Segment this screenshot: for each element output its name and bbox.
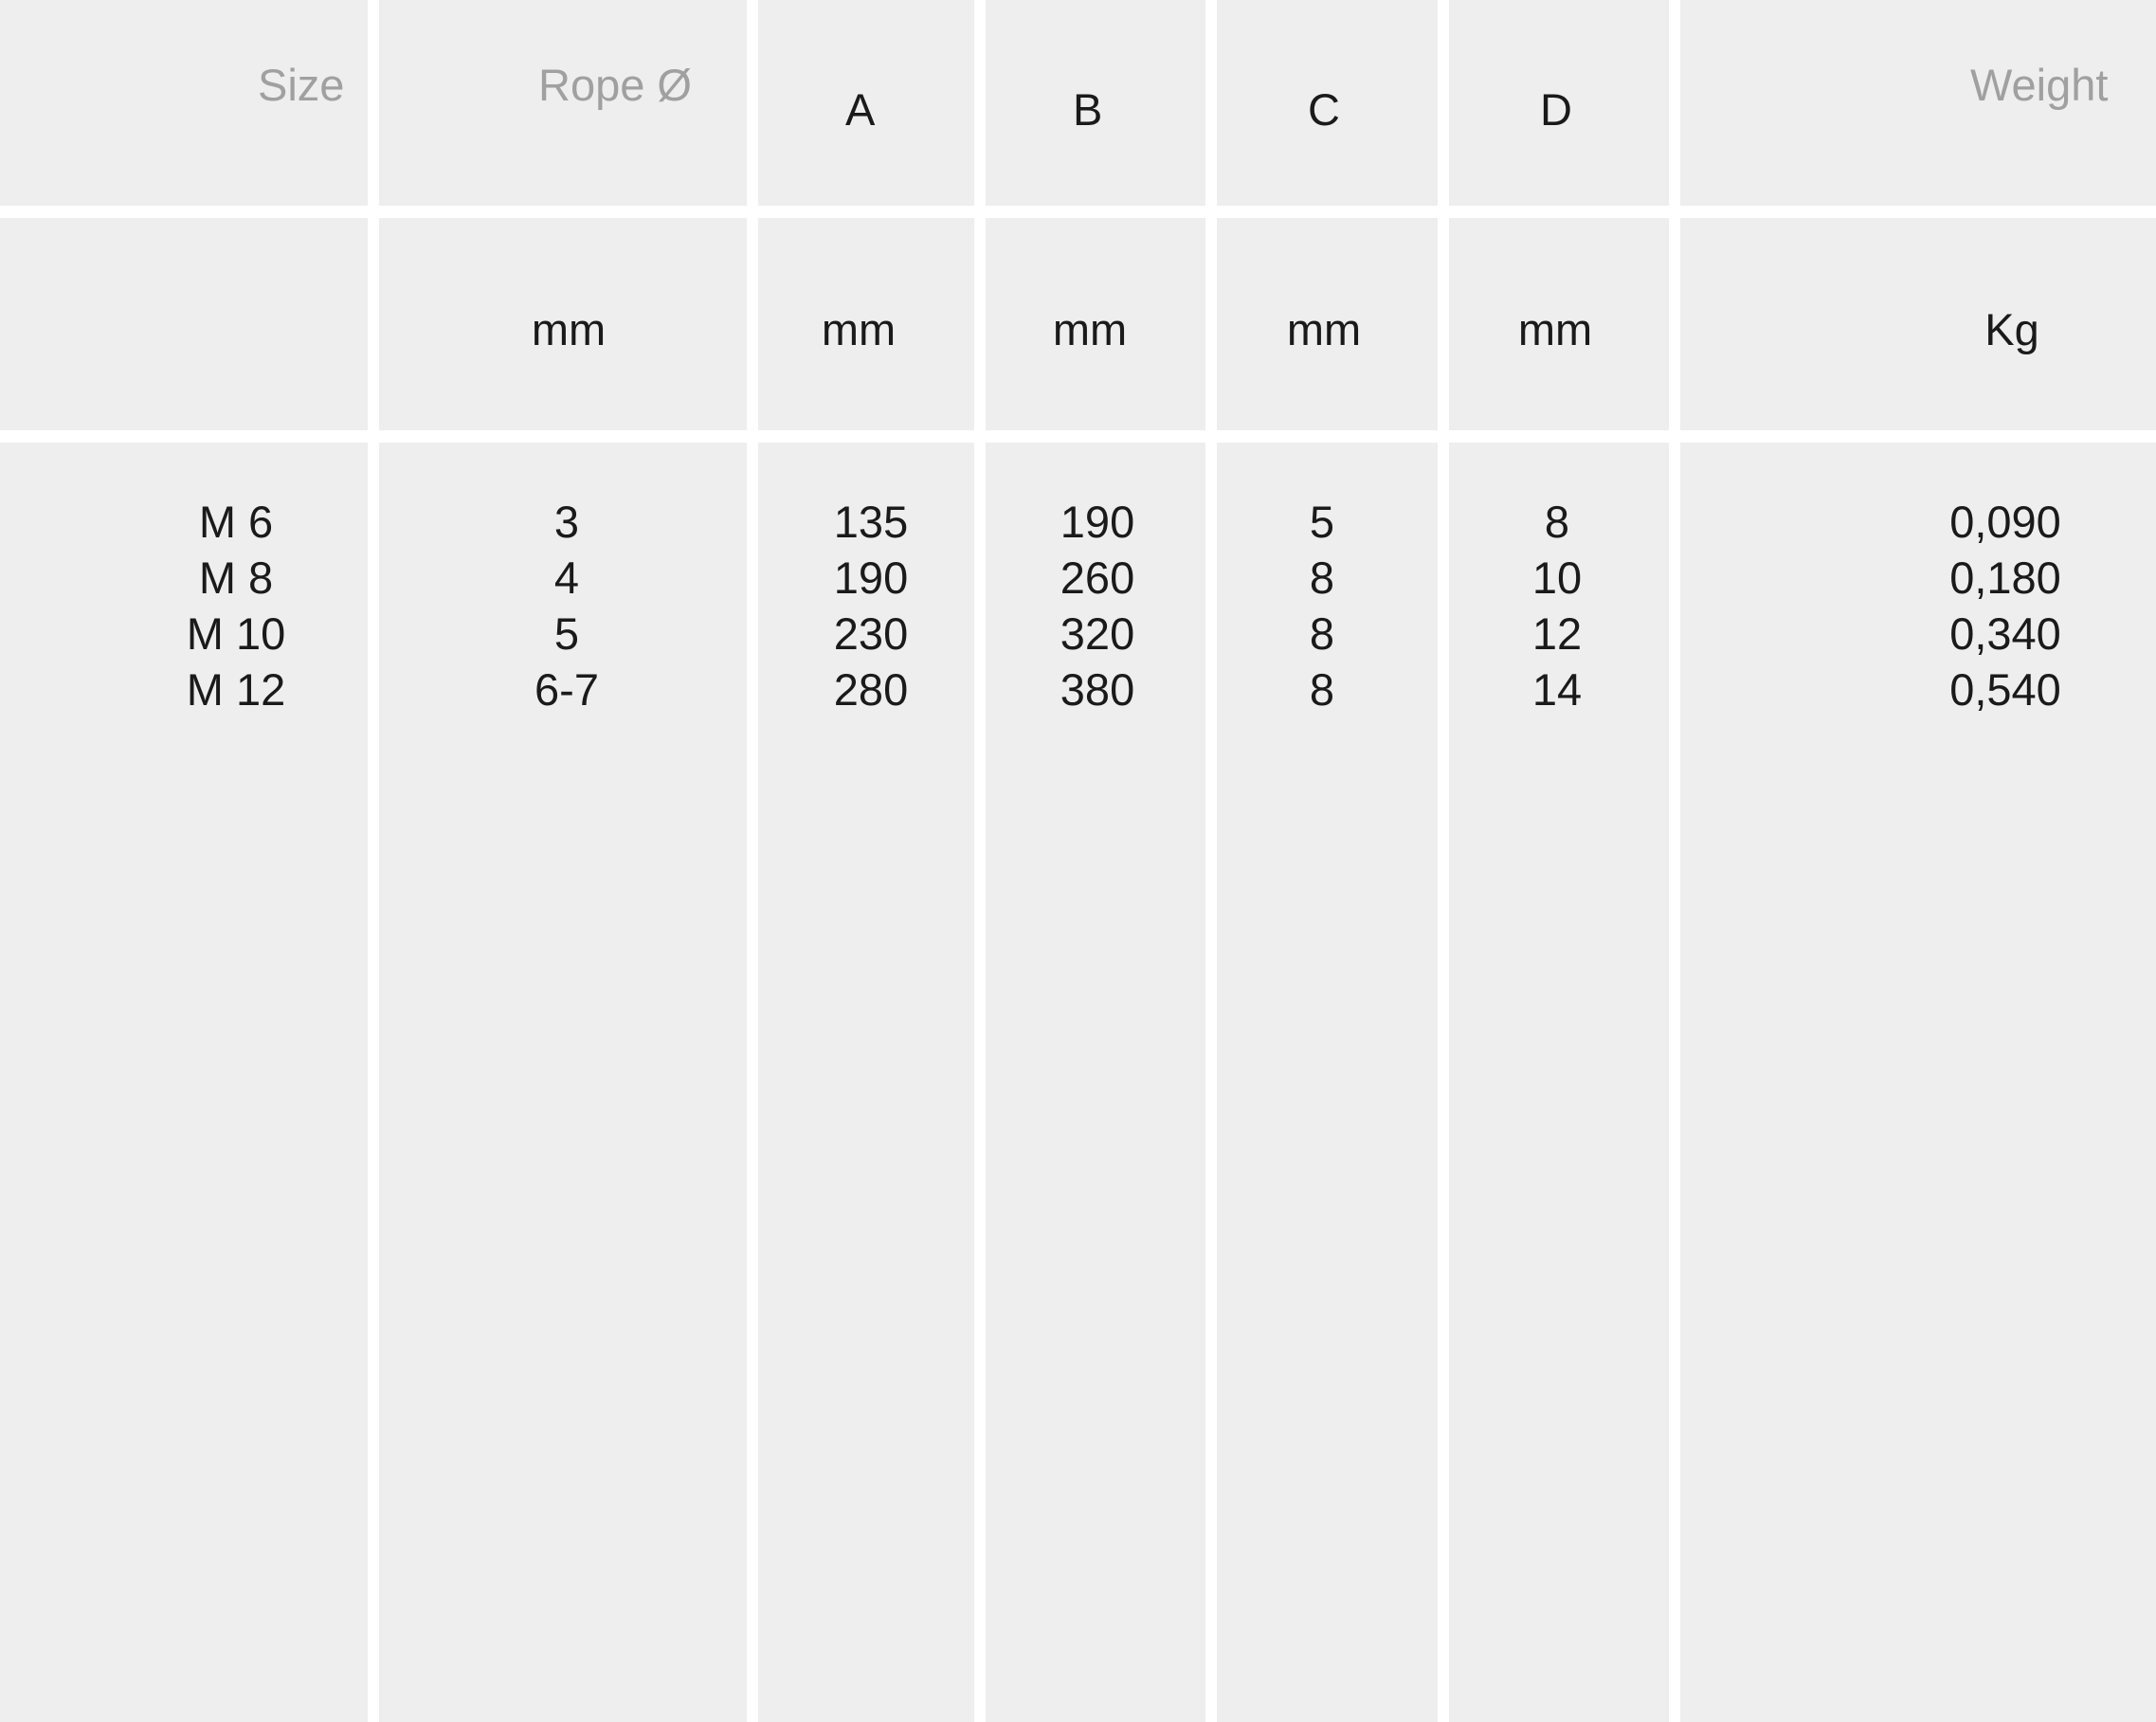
table-cell: 0,180 — [1949, 553, 2061, 603]
table-cell: M 8 — [198, 553, 274, 603]
table-cell: 380 — [1060, 664, 1135, 715]
table-cell: 10 — [1531, 553, 1583, 603]
header-cell-d — [1449, 0, 1680, 218]
table-cell: 4 — [553, 553, 580, 603]
unit-cell-d — [1449, 218, 1680, 443]
table-cell: 8 — [1309, 664, 1335, 715]
unit-cell-rope — [379, 218, 758, 443]
unit-weight: Kg — [1984, 304, 2039, 354]
column-rope-diameter — [379, 443, 758, 1722]
table-cell: 320 — [1060, 608, 1135, 659]
column-size — [0, 443, 379, 1722]
table-cell: M 12 — [186, 664, 286, 715]
unit-d: mm — [1517, 304, 1593, 354]
weight-values — [1949, 494, 2061, 717]
unit-cell-c — [1217, 218, 1449, 443]
unit-cell-weight — [1680, 218, 2156, 443]
header-cell-size — [0, 0, 379, 218]
unit-c: mm — [1286, 304, 1362, 354]
unit-cell-size — [0, 218, 379, 443]
column-c — [1217, 443, 1449, 1722]
table-cell: 14 — [1531, 664, 1583, 715]
table-cell: 8 — [1309, 553, 1335, 603]
header-cell-b — [986, 0, 1217, 218]
table-cell: 260 — [1060, 553, 1135, 603]
unit-cell-b — [986, 218, 1217, 443]
table-cell: 8 — [1309, 608, 1335, 659]
column-weight — [1680, 443, 2156, 1722]
table-cell: 5 — [553, 608, 580, 659]
table-cell: M 10 — [186, 608, 286, 659]
header-rope-diameter: Rope Ø — [538, 60, 692, 110]
header-a: A — [845, 84, 876, 135]
b-values — [1060, 494, 1134, 717]
table-cell: 0,340 — [1949, 608, 2061, 659]
table-cell: 280 — [833, 664, 909, 715]
unit-b: mm — [1052, 304, 1128, 354]
rope-diameter-values — [534, 494, 599, 717]
unit-a: mm — [821, 304, 897, 354]
table-cell: M 6 — [198, 497, 274, 547]
table-cell: 5 — [1309, 497, 1335, 547]
size-values — [187, 494, 286, 717]
column-a — [758, 443, 986, 1722]
table-cell: 0,540 — [1949, 664, 2061, 715]
d-values — [1532, 494, 1582, 717]
header-c: C — [1308, 84, 1340, 135]
header-d: D — [1540, 84, 1572, 135]
column-d — [1449, 443, 1680, 1722]
unit-rope-diameter: mm — [531, 304, 607, 354]
c-values — [1310, 494, 1334, 717]
table-cell: 8 — [1544, 497, 1570, 547]
header-cell-rope — [379, 0, 758, 218]
table-cell: 135 — [833, 497, 909, 547]
header-cell-c — [1217, 0, 1449, 218]
header-cell-weight — [1680, 0, 2156, 218]
table-cell: 6-7 — [534, 664, 599, 715]
table-cell: 0,090 — [1949, 497, 2061, 547]
table-cell: 190 — [1060, 497, 1135, 547]
a-values — [834, 494, 908, 717]
table-cell: 230 — [833, 608, 909, 659]
header-size: Size — [258, 60, 345, 110]
header-weight: Weight — [1970, 60, 2109, 110]
column-b — [986, 443, 1217, 1722]
table-cell: 190 — [833, 553, 909, 603]
table-cell: 12 — [1531, 608, 1583, 659]
header-b: B — [1073, 84, 1103, 135]
unit-cell-a — [758, 218, 986, 443]
header-cell-a — [758, 0, 986, 218]
table-cell: 3 — [553, 497, 580, 547]
